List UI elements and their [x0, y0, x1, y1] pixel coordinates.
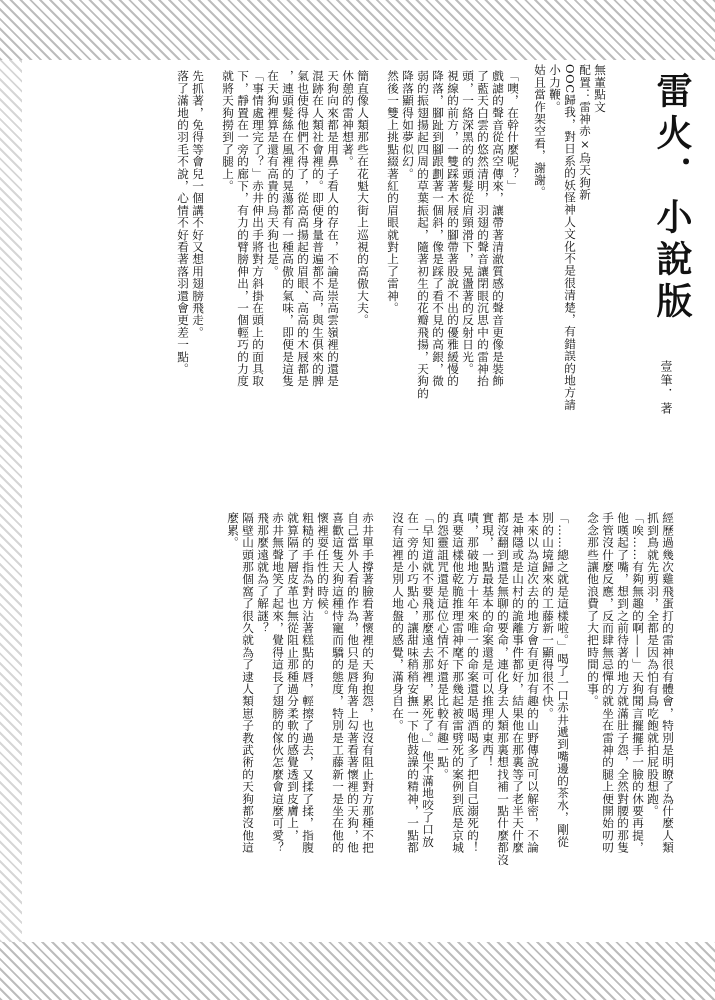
- page-sheet: [22, 60, 715, 942]
- author-byline: 壹筆．著: [659, 360, 673, 416]
- bottom-hatch-border: [0, 942, 715, 1000]
- left-hatch-border: [0, 60, 22, 942]
- story-text-upper: 「噢，在幹什麼呢？」 戲謔的聲音從高空傳來，讓帶著清澈質感的聲音更像是裝飾 了藍天白雲的悠然清明，羽翅的聲音讓閉眼沉思中的雷神抬 頭，一絡深黑的的頭髮從肩頸滑下，晃盪著的反射日光。 視線的前方，一雙踩著木屐的腳帶著股說不出的優雅緩慢的 降落，腳趾到腳跟劃著一個斜，像是踩了看不見的高銀，微 弱的振翅揚起四周的草葉振起，隨著初生的花瓣飛揚，天狗的 降落顯得如夢似幻。 然後一雙上挑點綴著紅的眉眼就對上了雷神。 簡直像人類那些在花魁大街上巡視的高傲大夫。 休憩的雷神想著。 天狗向來都是用鼻子看人的存在，不論是崇高雲嶺裡的還是 混跡在人類社會裡的。即便身量普遍都不高，與生俱來的脾 氣也使得他們不得了，從高高揚起的眉眼、高高的木屐都是 ，連頭髮絲在風裡的晃蕩都有一種高傲的氣味，即便是這隻 在天狗裡算是還有高貴的烏天狗也是。 「事情處理完了？」赤井伸出手將對方斜掛在頭上的面具取 下，靜置在一旁的廊下，有力的臂膀伸出，一個輕巧的力度 就將天狗撈到了腿上。 先抓著，免得等會兒一個講不好又想用翅膀飛走。 落了滿地的羽毛不說，心情不好看著落羽還會更差一點。: [176, 70, 520, 400]
- top-hatch-border: [0, 0, 715, 60]
- credit-note: 無董點文 配置：雷神赤×烏天狗新 OOC歸我，對日系的妖怪神人文化不是很清楚，有錯誤的地方請 小力鞭。 姑且當作架空看，謝謝。: [533, 64, 607, 411]
- story-text-lower: 經歷過幾次雞飛蛋打的雷神很有體會，特別是明瞭了為什麼人類 抓到鳥就先剪羽，全都是因為怕有鳥吃飽就拍屁股想跑。 「唉……有夠無趣的啊——」天狗聞言擺擺手一臉的休要再提， 他嘆起了嘴，想到之前待著的地方就滿肚子怨，全然對腰的那隻 手管沒什麼反應，反而肆無忌憚的就坐在雷神的腿上便開始叨叨 念念那些讓他浪費了大把時間的事。 「……總之就是這樣啦。」喝了一口赤井遞到嘴邊的茶水，剛從 別的山境歸來的工藤新一顯得很不快。 本來以為這次去的地方會有更加有趣的山野傳說可以解密，不論 是神隱或是山村的詭離事件都好，結果他在那裏等了老半天什麼 都沒翻到還是無聊的要命，連化身去人類那裏想找補一點什麼都沒 實現，一點最基本的命案還是可以推理的東西！ 嘖，那破地方十年來唯一的命案還是喝酒喝多了把自己溺死的！ 真要這樣他乾脆推理雷神麾下那幾起被雷劈死的案例到底是京城 的怨靈詛咒還是這位心情不好還是比較有趣一點。 「早知道就不要飛那麼遠去那裡，累死了。」他不滿地咬了口放 在一旁的小巧點心，讓甜味稍稍安撫一下他鼓譟的精神，一點都 沒有這裡是別人地盤的感覺，滿身自在。 赤井單手撐著臉看著懷裡的天狗抱怨，也沒有阻止對方那種不把 自己當外人看的作為，他只是唇角著上勾著看著懷裡的天狗，他 喜歡這隻天狗這種恃寵而驕的態度，特別是工藤新一是坐在他的 懷裡耍任性的時候。 粗糙的手指為對方沾著糕點的唇，輕擦了過去，又揉了揉，指腹 就算隔了層皮革也無從阻止那種過分柔軟的感覺透到皮膚上， 赤井無聲地笑了起來，覺得這長了翅膀的傢伙怎麼會這麼可愛？ 飛那麼遠就為了解謎？ 隔壁山頭那個窩了很久就為了逮人類崽子教武術的天狗都沒他這 麼累。: [226, 512, 675, 866]
- page-title: 雷火．小說版: [651, 72, 692, 324]
